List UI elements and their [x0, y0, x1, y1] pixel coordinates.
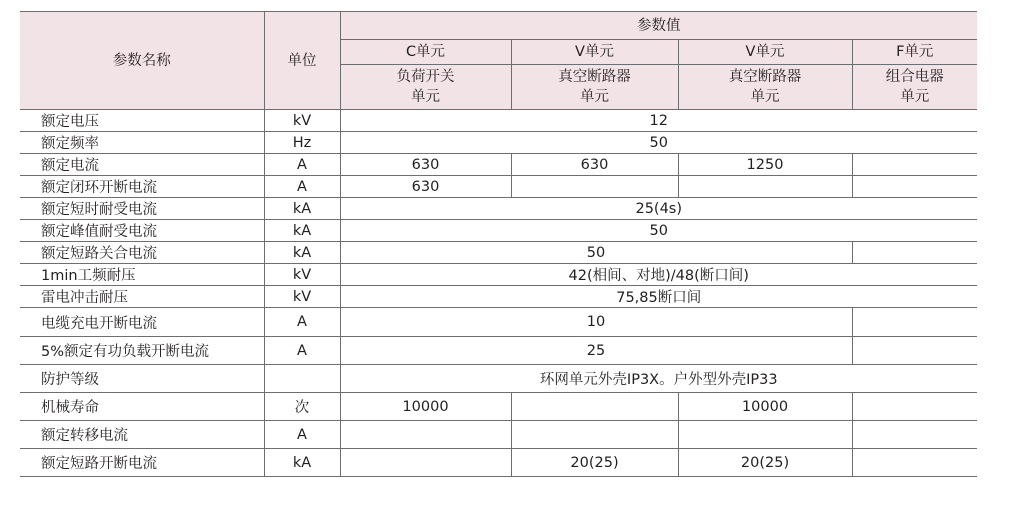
value-cell-merged: 25 — [340, 337, 852, 365]
value-cell-v2: 20(25) — [678, 449, 852, 477]
unit-cell: kA — [264, 449, 340, 477]
unit-cell: Hz — [264, 132, 340, 154]
value-cell-f — [852, 449, 977, 477]
table-row — [20, 308, 977, 337]
value-cell-c: 630 — [340, 154, 511, 176]
value-cell-f — [852, 176, 977, 198]
table-row — [20, 110, 977, 132]
param-name-cell: 额定短路关合电流 — [20, 242, 264, 264]
value-cell-f — [852, 337, 977, 365]
table-row — [20, 337, 977, 365]
header-type-v1: 真空断路器 单元 — [511, 65, 678, 110]
table-row — [20, 154, 977, 176]
header-type-v2: 真空断路器 单元 — [678, 65, 852, 110]
unit-cell: A — [264, 176, 340, 198]
value-cell-v2 — [678, 421, 852, 449]
value-cell-c — [340, 449, 511, 477]
value-cell: 25(4s) — [340, 198, 977, 220]
param-name-cell: 雷电冲击耐压 — [20, 286, 264, 308]
table-row — [20, 421, 977, 449]
table-row — [20, 286, 977, 308]
value-cell: 75,85断口间 — [340, 286, 977, 308]
param-name-cell: 电缆充电开断电流 — [20, 308, 264, 337]
table-row — [20, 242, 977, 264]
unit-cell: kV — [264, 286, 340, 308]
table-row — [20, 220, 977, 242]
header-unit-v2: V单元 — [678, 40, 852, 65]
param-name-cell: 机械寿命 — [20, 393, 264, 421]
unit-cell: kA — [264, 198, 340, 220]
table-row — [20, 365, 977, 393]
value-cell: 环网单元外壳IP3X。户外型外壳IP33 — [340, 365, 977, 393]
param-name-cell: 额定电压 — [20, 110, 264, 132]
unit-cell: A — [264, 421, 340, 449]
unit-cell: kA — [264, 242, 340, 264]
value-cell: 50 — [340, 132, 977, 154]
unit-cell: kA — [264, 220, 340, 242]
param-name-cell: 额定短路开断电流 — [20, 449, 264, 477]
header-param-name: 参数名称 — [20, 12, 264, 110]
unit-cell: kV — [264, 264, 340, 286]
unit-cell: A — [264, 337, 340, 365]
header-unit-f: F单元 — [852, 40, 977, 65]
param-name-cell: 额定峰值耐受电流 — [20, 220, 264, 242]
header-unit: 单位 — [264, 12, 340, 110]
header-type-c: 负荷开关 单元 — [340, 65, 511, 110]
value-cell-v2: 1250 — [678, 154, 852, 176]
unit-cell: kV — [264, 110, 340, 132]
param-name-cell: 额定电流 — [20, 154, 264, 176]
param-name-cell: 5%额定有功负载开断电流 — [20, 337, 264, 365]
unit-cell: A — [264, 308, 340, 337]
table-header — [20, 12, 977, 110]
param-name-cell: 防护等级 — [20, 365, 264, 393]
value-cell: 50 — [340, 220, 977, 242]
value-cell: 12 — [340, 110, 977, 132]
unit-cell: 次 — [264, 393, 340, 421]
parameter-table — [20, 11, 977, 477]
value-cell-v1 — [511, 393, 678, 421]
param-name-cell: 额定短时耐受电流 — [20, 198, 264, 220]
header-type-f: 组合电器 单元 — [852, 65, 977, 110]
value-cell-v2 — [678, 176, 852, 198]
value-cell-merged: 10 — [340, 308, 852, 337]
value-cell-v1: 20(25) — [511, 449, 678, 477]
value-cell-merged: 50 — [340, 242, 852, 264]
table-row — [20, 198, 977, 220]
value-cell-f — [852, 393, 977, 421]
table-row — [20, 176, 977, 198]
table-row — [20, 393, 977, 421]
value-cell-c — [340, 421, 511, 449]
header-unit-v1: V单元 — [511, 40, 678, 65]
value-cell-f — [852, 308, 977, 337]
param-name-cell: 额定频率 — [20, 132, 264, 154]
param-name-cell: 额定转移电流 — [20, 421, 264, 449]
value-cell-v1: 630 — [511, 154, 678, 176]
header-unit-c: C单元 — [340, 40, 511, 65]
header-param-value: 参数值 — [340, 12, 977, 40]
param-name-cell: 额定闭环开断电流 — [20, 176, 264, 198]
table-row — [20, 264, 977, 286]
value-cell-c: 10000 — [340, 393, 511, 421]
value-cell-f — [852, 154, 977, 176]
unit-cell — [264, 365, 340, 393]
param-name-cell: 1min工频耐压 — [20, 264, 264, 286]
value-cell-f — [852, 421, 977, 449]
table-row — [20, 449, 977, 477]
table-row — [20, 132, 977, 154]
table-body — [20, 110, 977, 477]
value-cell: 42(相间、对地)/48(断口间) — [340, 264, 977, 286]
value-cell-v2: 10000 — [678, 393, 852, 421]
value-cell-v1 — [511, 176, 678, 198]
value-cell-f — [852, 242, 977, 264]
value-cell-c: 630 — [340, 176, 511, 198]
unit-cell: A — [264, 154, 340, 176]
value-cell-v1 — [511, 421, 678, 449]
